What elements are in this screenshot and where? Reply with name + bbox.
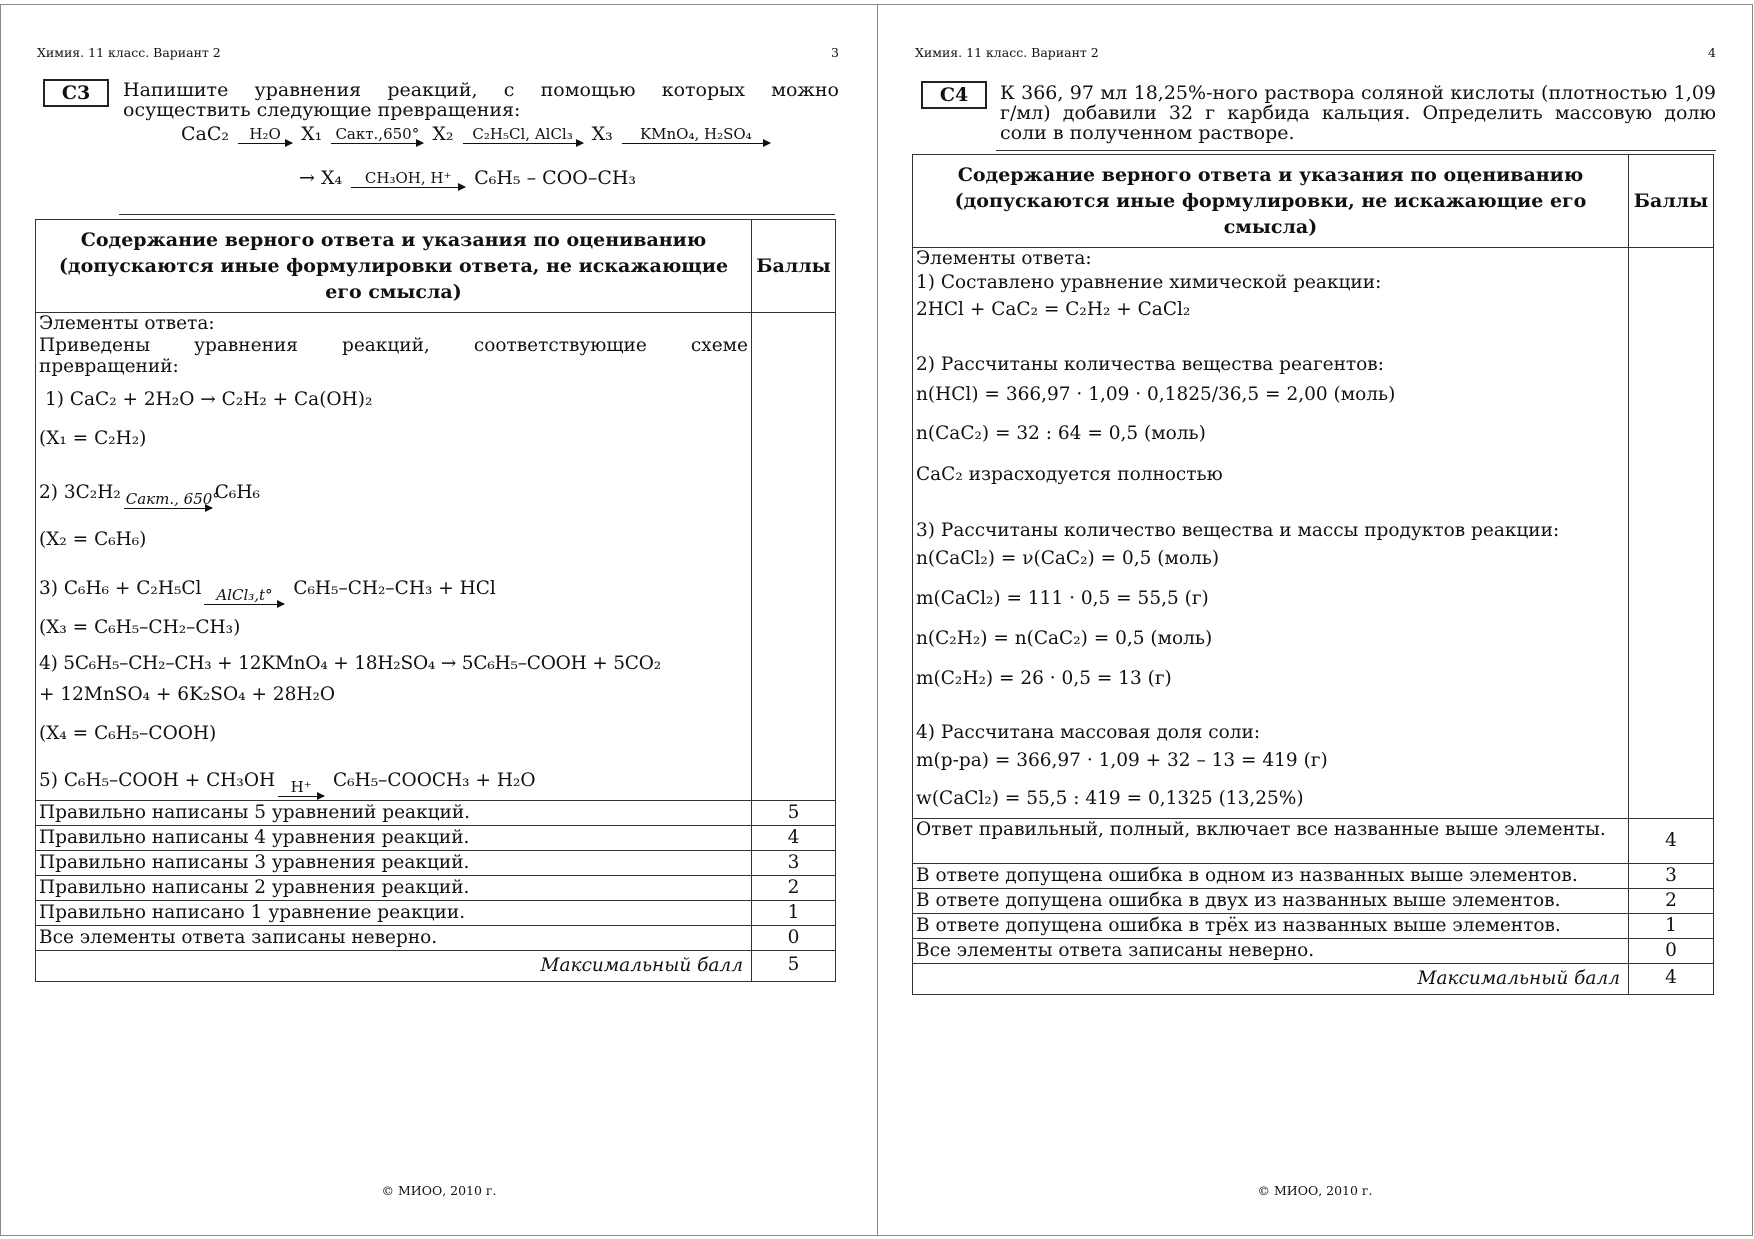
equation-4-continued: + 12MnSO₄ + 6K₂SO₄ + 28H₂O [39,684,336,705]
criterion-points: 2 [752,876,836,901]
calc-line: n(CaC₂) = 32 : 64 = 0,5 (моль) [916,423,1206,444]
grading-table-c3 [35,219,836,982]
page-left [0,4,878,1236]
table-header-points: Баллы [752,220,836,313]
criterion-text: Ответ правильный, полный, включает все названные выше элементы. [913,819,1629,864]
intermediate-x2: (X₂ = C₆H₆) [39,529,147,550]
answer-points-empty [1629,248,1714,819]
scheme-species: X₃ [591,123,613,145]
criterion-points: 1 [752,901,836,926]
scheme-species: X₁ [301,123,323,145]
criterion-points: 0 [752,926,836,951]
table-header-content: Содержание верного ответа и указания по оцениванию (допускаются иные формулировки ответа, не искажающие его смысла) [36,220,752,313]
reaction-arrow [463,126,583,144]
arrow-condition: KMnO₄, H₂SO₄ [639,125,752,143]
calc-line: w(CaCl₂) = 55,5 : 419 = 0,1325 (13,25%) [916,788,1304,809]
criterion-text: Правильно написаны 2 уравнения реакций. [36,876,752,901]
equation: 2HCl + CaC₂ = C₂H₂ + CaCl₂ [916,299,1191,320]
arrow-condition: AlCl₃,t° [216,586,273,604]
criterion-text: Правильно написано 1 уравнение реакции. [36,901,752,926]
criterion-points: 1 [1629,914,1714,939]
equation-part: C₆H₅–CH₂–CH₃ + HCl [293,578,496,599]
table-header-points: Баллы [1629,155,1714,248]
divider [996,150,1716,151]
criterion-points: 0 [1629,939,1714,964]
page-footer: © МИОО, 2010 г. [1257,1183,1373,1198]
criterion-row [913,939,1714,964]
answer-line: 4) Рассчитана массовая доля соли: [916,722,1261,743]
arrow-condition: H₂O [249,125,281,143]
max-score-row [913,964,1714,995]
intermediate-x1: (X₁ = C₂H₂) [39,428,147,449]
arrow-condition: Cакт.,650° [335,125,420,143]
answer-line: превращений: [39,356,179,377]
equation-5 [39,756,748,800]
scheme-species: X₂ [432,123,454,145]
page-footer: © МИОО, 2010 г. [381,1183,497,1198]
task-label-c4: C4 [921,81,987,109]
criterion-text: Правильно написаны 5 уравнений реакций. [36,801,752,826]
criterion-text: Все элементы ответа записаны неверно. [913,939,1629,964]
max-score-label: Максимальный балл [913,964,1629,995]
equation-3 [39,560,748,610]
equation-part: 2) 3C₂H₂ [39,482,121,503]
criterion-points: 4 [1629,819,1714,864]
arrow-condition: Cакт., 650° [125,490,220,508]
answer-line: Элементы ответа: [916,248,1092,269]
page-header: Химия. 11 класс. Вариант 2 [37,45,221,60]
criterion-row [913,914,1714,939]
max-score-value: 5 [752,951,836,982]
criterion-text: Правильно написаны 4 уравнения реакций. [36,826,752,851]
max-score-label: Максимальный балл [36,951,752,982]
intermediate-x4: (X₄ = C₆H₅–COOH) [39,723,217,744]
equation-part: 3) C₆H₆ + C₂H₅Cl [39,578,202,599]
calc-line: m(CaCl₂) = 111 · 0,5 = 55,5 (г) [916,588,1209,609]
page-right [877,4,1753,1236]
criterion-text: В ответе допущена ошибка в трёх из названных выше элементов. [913,914,1629,939]
calc-line: m(C₂H₂) = 26 · 0,5 = 13 (г) [916,668,1172,689]
equation-part: C₆H₆ [214,482,260,503]
calc-line: m(р-ра) = 366,97 · 1,09 + 32 – 13 = 419 (г) [916,750,1328,771]
divider [119,214,835,215]
task-text-c4: К 366, 97 мл 18,25%-ного раствора соляной кислоты (плотностью 1,09 г/мл) добавили 32 г карбида кальция. Определить массовую долю соли в полученном растворе. [1000,82,1716,144]
criterion-points: 4 [752,826,836,851]
criterion-points: 3 [752,851,836,876]
arrow-condition: C₂H₅Cl, AlCl₃ [472,125,573,143]
scheme-species: → X₄ [299,167,343,189]
answer-elements [36,313,752,801]
max-score-value: 4 [1629,964,1714,995]
arrow-condition: CH₃OH, H⁺ [364,169,452,187]
reaction-arrow [331,126,423,144]
task-text-c3: Напишите уравнения реакций, с помощью которых можно осуществить следующие превращения: [123,79,839,121]
criterion-text: Правильно написаны 3 уравнения реакций. [36,851,752,876]
criterion-row [36,826,836,851]
max-score-row [36,951,836,982]
equation-part: 5) C₆H₅–COOH + CH₃OH [39,770,276,791]
grading-table-c4 [912,154,1714,995]
calc-line: n(CaCl₂) = ν(CaC₂) = 0,5 (моль) [916,548,1220,569]
reaction-scheme-line1 [181,123,773,145]
criterion-row [913,864,1714,889]
criterion-text: Все элементы ответа записаны неверно. [36,926,752,951]
reaction-arrow [622,126,770,144]
page-header: Химия. 11 класс. Вариант 2 [915,45,1099,60]
criterion-row [913,819,1714,864]
criterion-text: В ответе допущена ошибка в одном из названных выше элементов. [913,864,1629,889]
equation-1: 1) CaC₂ + 2H₂O → C₂H₂ + Ca(OH)₂ [45,389,373,410]
answer-points-empty [752,313,836,801]
page-number: 4 [1708,45,1716,60]
calc-line: n(C₂H₂) = n(CaC₂) = 0,5 (моль) [916,628,1213,649]
criterion-row [913,889,1714,914]
criterion-points: 5 [752,801,836,826]
criterion-points: 3 [1629,864,1714,889]
criterion-row [36,851,836,876]
reaction-arrow [278,779,324,797]
reaction-arrow [238,126,292,144]
reaction-scheme-line2 [299,167,636,189]
task-label-c3: C3 [43,79,109,107]
arrow-condition: H⁺ [290,778,312,796]
table-header-content: Содержание верного ответа и указания по оцениванию (допускаются иные формулировки, не искажающие его смысла) [913,155,1629,248]
criterion-row [36,901,836,926]
answer-line: 1) Составлено уравнение химической реакции: [916,272,1382,293]
criterion-row [36,801,836,826]
answer-line: Приведены уравнения реакций, соответствующие схеме [39,335,748,356]
answer-elements [913,248,1629,819]
criterion-points: 2 [1629,889,1714,914]
calc-line: n(HCl) = 366,97 · 1,09 · 0,1825/36,5 = 2,00 (моль) [916,384,1396,405]
intermediate-x3: (X₃ = C₆H₅–CH₂–CH₃) [39,617,241,638]
equation-4: 4) 5C₆H₅–CH₂–CH₃ + 12KMnO₄ + 18H₂SO₄ → 5C₆H₅–COOH + 5CO₂ [39,653,661,674]
answer-line: 2) Рассчитаны количества вещества реагентов: [916,354,1384,375]
answer-line: Элементы ответа: [39,313,215,334]
criterion-row [36,876,836,901]
scheme-species: C₆H₅ – COO–CH₃ [474,167,637,189]
equation-part: C₆H₅–COOCH₃ + H₂O [333,770,536,791]
reaction-arrow [351,170,465,188]
reaction-arrow [124,490,220,509]
criterion-row [36,926,836,951]
scheme-species: CaC₂ [181,123,230,145]
reaction-arrow [204,587,284,605]
equation-2 [39,460,748,520]
criterion-text: В ответе допущена ошибка в двух из названных выше элементов. [913,889,1629,914]
answer-line: 3) Рассчитаны количество вещества и массы продуктов реакции: [916,520,1560,541]
answer-line: CaC₂ израсходуется полностью [916,464,1223,485]
page-number: 3 [831,45,839,60]
